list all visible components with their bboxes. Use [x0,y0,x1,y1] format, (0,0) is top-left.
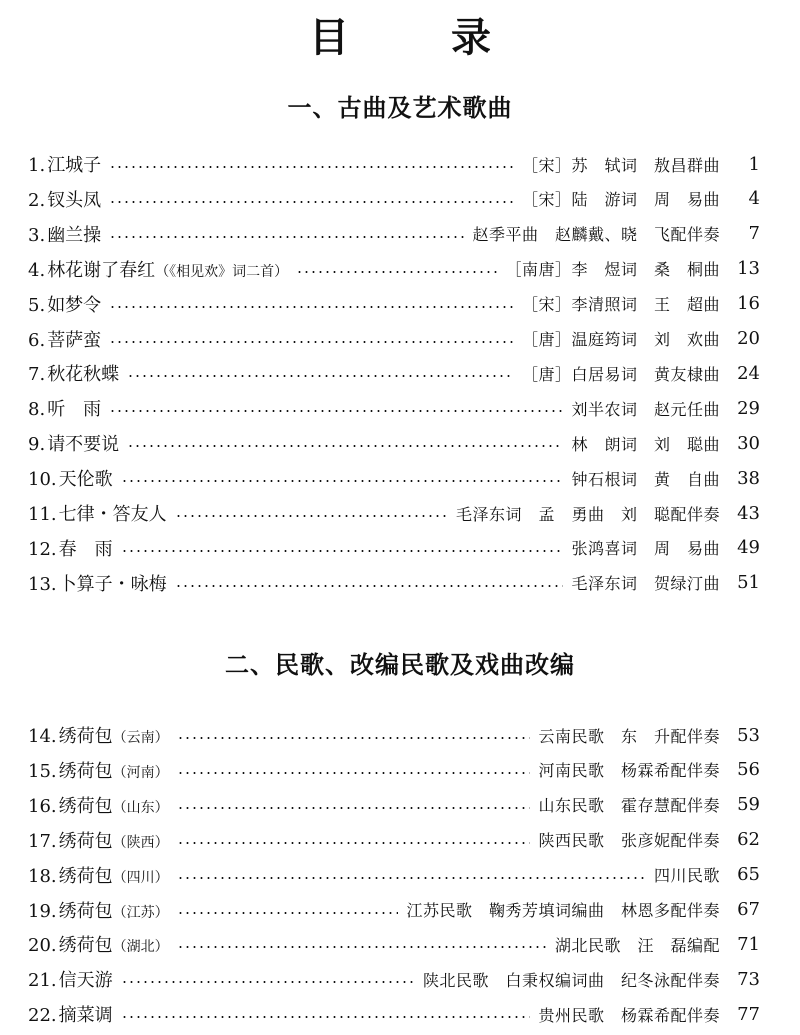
entry-number: 6. [28,329,46,351]
entry-title [28,897,169,923]
toc-entry[interactable] [28,322,760,356]
entry-credits: 张鸿喜词 周 易曲 [571,539,720,559]
entry-title [28,221,101,247]
entry-title [28,1001,113,1027]
toc-entry[interactable] [28,252,760,286]
entry-credits: ［宋］李清照词 王 超曲 [521,295,720,315]
toc-entry[interactable] [28,391,760,425]
entry-title [28,862,169,888]
entry-page-number: 53 [737,724,760,746]
entry-credits: 刘半农词 赵元任曲 [571,399,720,419]
entry-credits: 山东民歌 霍存慧配伴奏 [538,796,720,816]
entry-page-number: 1 [748,153,760,175]
dot-leader [121,981,415,983]
entry-page-number: 4 [748,188,760,210]
entry-name: 卜算子・咏梅 [58,573,167,595]
dot-leader [121,480,564,482]
entry-credits: ［唐］白居易词 黄友棣曲 [521,364,720,384]
entry-title [28,256,288,282]
dot-leader [127,375,514,377]
dot-leader [177,946,547,948]
entry-name: 绣荷包 [58,795,113,817]
toc-entry[interactable] [28,927,760,961]
entry-page-number: 67 [737,899,760,920]
dot-leader [109,236,464,238]
dot-leader [127,445,563,447]
entry-credits: 陕西民歌 张彦妮配伴奏 [538,831,720,851]
entry-title [28,291,101,317]
dot-leader [121,550,564,552]
entry-credits: 陕北民歌 白秉权编词曲 纪冬泳配伴奏 [422,970,720,990]
entry-number: 14. [28,726,57,747]
entry-page-number: 20 [737,328,760,349]
entry-title [28,757,169,783]
entry-number: 10. [28,469,57,491]
entry-page-number: 71 [737,933,760,955]
entry-credits: 四川民歌 [653,866,720,886]
entry-credits: ［南唐］李 煜词 桑 桐曲 [505,260,720,280]
entry-credits: 贵州民歌 杨霖希配伴奏 [538,1005,720,1025]
section-title-2: 二、民歌、改编民歌及戏曲改编 [225,650,575,679]
entry-number: 22. [28,1005,57,1027]
dot-leader [109,410,563,412]
entry-name: 绣荷包 [58,900,113,922]
entry-number: 4. [28,259,46,281]
entry-page-number: 16 [737,293,760,315]
entry-name: 绣荷包 [58,935,113,957]
dot-leader [177,807,531,809]
entry-title [28,570,167,596]
entry-page-number: 29 [737,397,760,419]
entry-number: 15. [28,760,57,782]
entry-name: 七律・答友人 [58,504,167,525]
entry-subtitle: （湖北） [112,939,169,956]
dot-leader [177,877,646,879]
dot-leader [177,912,399,914]
entry-name: 如梦令 [47,294,102,316]
entry-name: 春 雨 [58,538,113,560]
entry-page-number: 62 [737,829,760,851]
toc-entry[interactable] [28,426,760,460]
entry-page-number: 51 [737,572,760,594]
toc-entry[interactable] [28,788,760,822]
entry-title [28,722,169,748]
entry-title [28,360,119,386]
dot-leader [109,166,514,168]
entry-title [28,792,169,818]
entry-number: 17. [28,830,57,852]
entry-title [28,430,119,456]
entry-number: 11. [28,504,57,525]
toc-entry[interactable] [28,753,760,787]
entry-number: 5. [28,294,46,316]
entry-subtitle: （云南） [112,730,169,746]
dot-leader [177,842,531,844]
entry-title [28,500,167,526]
dot-leader [175,585,564,587]
entry-number: 12. [28,538,57,560]
dot-leader [121,1016,531,1018]
entry-page-number: 7 [748,223,760,245]
entry-name: 天伦歌 [58,469,113,491]
entry-number: 13. [28,573,57,595]
entry-title [28,326,101,352]
entry-page-number: 43 [737,502,760,524]
toc-entry[interactable] [28,718,760,752]
entry-page-number: 30 [737,432,760,454]
entry-title [28,395,101,421]
entry-title [28,535,113,561]
entry-title [28,827,169,853]
toc-entry[interactable] [28,496,760,530]
toc-entry[interactable] [28,287,760,321]
entry-subtitle: （陕西） [112,834,169,851]
entry-subtitle: （河南） [112,764,169,781]
entry-page-number: 49 [737,537,760,559]
entry-credits: 林 朗词 刘 聪曲 [571,434,720,454]
entry-number: 7. [28,364,46,386]
entry-title [28,151,101,177]
entry-name: 请不要说 [47,434,120,456]
toc-entry[interactable] [28,147,760,181]
entry-number: 3. [28,224,46,246]
entry-title [28,465,113,491]
entry-subtitle: （《相见欢》词二首） [155,263,289,280]
page-title: 目 录 [309,15,535,61]
toc-entry[interactable] [28,566,760,600]
entry-name: 钗头凤 [47,189,102,211]
toc-entry[interactable] [28,461,760,495]
entry-credits: 江苏民歌 鞠秀芳填词编曲 林恩多配伴奏 [406,901,720,920]
entry-title [28,186,101,212]
entry-name: 听 雨 [47,399,102,421]
entry-subtitle: （江苏） [112,904,169,921]
toc-entry[interactable] [28,356,760,390]
entry-title [28,931,169,957]
entry-page-number: 59 [737,794,760,816]
entry-number: 21. [28,970,57,992]
entry-credits: 毛泽东词 孟 勇曲 刘 聪配伴奏 [455,504,720,524]
entry-credits: 钟石根词 黄 自曲 [571,469,720,489]
entry-name: 林花谢了春红 [47,259,156,281]
toc-entry[interactable] [28,893,760,927]
entry-page-number: 38 [737,467,760,489]
entry-name: 绣荷包 [58,726,113,747]
entry-name: 菩萨蛮 [47,329,102,351]
toc-entry[interactable] [28,823,760,857]
entry-page-number: 56 [737,759,760,781]
dot-leader [177,737,531,739]
entry-name: 秋花秋蝶 [47,364,120,386]
entry-page-number: 13 [737,258,760,280]
entry-name: 绣荷包 [58,865,113,887]
entry-credits: 湖北民歌 汪 磊编配 [554,935,720,955]
entry-number: 19. [28,900,57,922]
toc-entry[interactable] [28,217,760,251]
entry-credits: 河南民歌 杨霖希配伴奏 [538,761,720,781]
entry-number: 1. [28,155,46,176]
dot-leader [109,306,514,308]
dot-leader [296,271,497,273]
entry-subtitle: （四川） [112,869,169,886]
entry-name: 江城子 [47,155,102,176]
entry-credits: ［宋］苏 轼词 敖昌群曲 [521,155,720,175]
entry-page-number: 73 [737,968,760,990]
entry-credits: 云南民歌 东 升配伴奏 [538,726,720,746]
entry-name: 信天游 [58,970,113,992]
toc-entry[interactable] [28,182,760,216]
entry-name: 绣荷包 [58,760,113,782]
entry-number: 18. [28,865,57,887]
entry-name: 幽兰操 [47,224,102,246]
entry-name: 摘菜调 [58,1005,113,1027]
toc-entry[interactable] [28,531,760,565]
dot-leader [177,772,531,774]
entry-page-number: 77 [737,1003,760,1025]
dot-leader [109,341,514,343]
entry-credits: 毛泽东词 贺绿汀曲 [571,574,720,594]
entry-page-number: 24 [737,362,760,384]
toc-entry[interactable] [28,997,760,1031]
entry-page-number: 65 [737,864,760,886]
entry-credits: ［宋］陆 游词 周 易曲 [521,190,720,210]
toc-entry[interactable] [28,858,760,892]
entry-number: 2. [28,189,46,211]
entry-credits: 赵季平曲 赵麟戴、晓 飞配伴奏 [472,225,720,245]
dot-leader [175,515,448,517]
entry-number: 20. [28,935,57,957]
entry-number: 8. [28,399,46,421]
toc-entry[interactable] [28,962,760,996]
section-title-1: 一、古曲及艺术歌曲 [287,93,513,122]
entry-number: 9. [28,434,46,456]
entry-name: 绣荷包 [58,830,113,852]
entry-subtitle: （山东） [112,799,169,816]
dot-leader [109,201,514,203]
entry-number: 16. [28,795,57,817]
entry-credits: ［唐］温庭筠词 刘 欢曲 [521,330,720,349]
entry-title [28,966,113,992]
